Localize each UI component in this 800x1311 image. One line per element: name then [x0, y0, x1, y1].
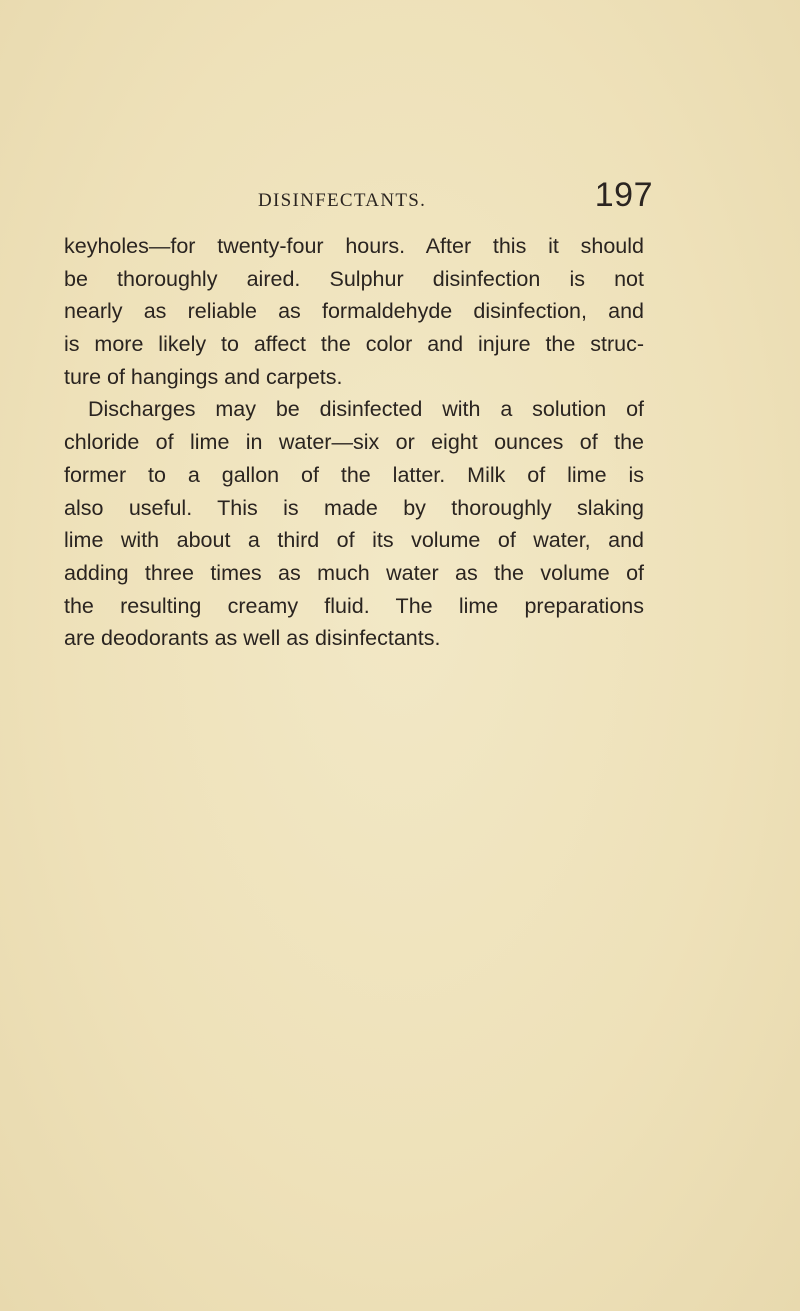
text-line: Discharges may be disinfected with a solution of [88, 397, 644, 422]
text-line: also useful. This is made by thoroughly slaking [64, 495, 644, 520]
running-title: DISINFECTANTS. [258, 190, 427, 211]
text-line: keyholes—for twenty-four hours. After this it should [64, 234, 644, 258]
text-line: be thoroughly aired. Sulphur disinfection is not [64, 266, 644, 291]
text-line: lime with about a third of its volume of water, and [64, 528, 644, 553]
text-line: former to a gallon of the latter. Milk of lime is [64, 462, 644, 487]
text-line: nearly as reliable as formaldehyde disinfection, and [64, 299, 644, 324]
paragraph-2 [64, 393, 644, 655]
text-line: are deodorants as well as disinfectants. [64, 626, 441, 651]
text-line: adding three times as much water as the volume of [64, 560, 644, 585]
text-line: is more likely to affect the color and injure the struc- [64, 332, 644, 357]
text-line: the resulting creamy fluid. The lime preparations [64, 593, 644, 618]
page-number: 197 [594, 176, 653, 214]
paragraph-1 [64, 230, 644, 393]
text-line: ture of hangings and carpets. [64, 364, 343, 389]
text-line: chloride of lime in water—six or eight ounces of the [64, 430, 644, 455]
body-text [64, 230, 644, 655]
running-head [258, 176, 653, 220]
